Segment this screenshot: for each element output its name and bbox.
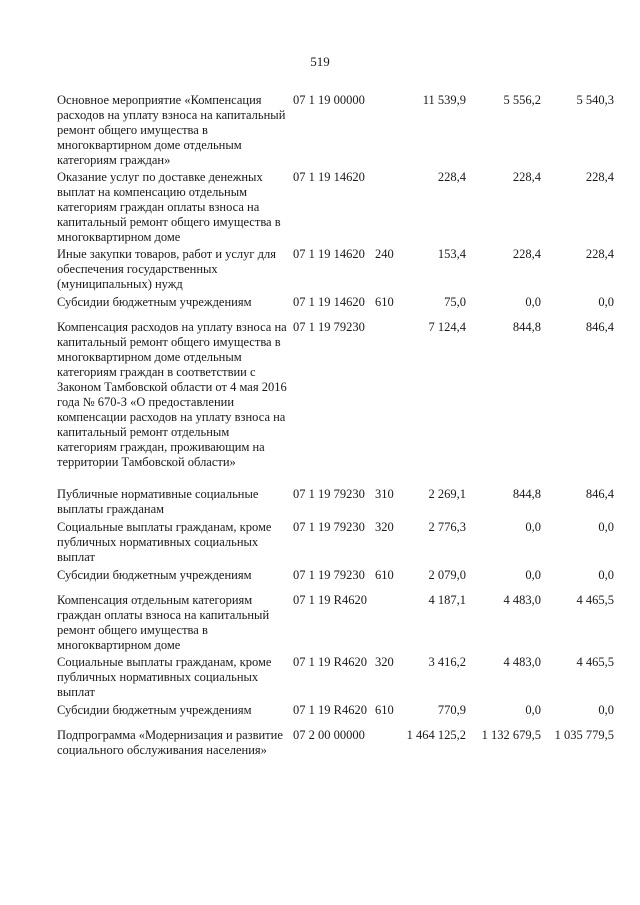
row-code: 07 2 00 00000 [293, 728, 365, 742]
row-vr: 320 [375, 520, 394, 534]
row-value-2: 5 556,2 [503, 93, 541, 107]
row-value-3: 846,4 [585, 320, 614, 334]
row-value-2: 228,4 [512, 247, 541, 261]
row-value-2: 844,8 [512, 487, 541, 501]
row-value-3: 5 540,3 [576, 93, 614, 107]
row-code: 07 1 19 R4620 [293, 655, 367, 669]
row-value-3: 1 035 779,5 [554, 728, 614, 742]
row-value-3: 0,0 [598, 568, 614, 582]
row-value-3: 0,0 [598, 295, 614, 309]
row-name: Подпрограмма «Модернизация и развитие социального обслуживания населения» [57, 728, 283, 757]
row-code: 07 1 19 14620 [293, 170, 365, 184]
row-code: 07 1 19 14620 [293, 247, 365, 261]
row-value-2: 4 483,0 [503, 655, 541, 669]
row-name: Основное мероприятие «Компенсация расходов на уплату взноса на капитальный ремонт общего имущества в многоквартирном доме отдельным категориям граждан» [57, 93, 286, 167]
row-name: Компенсация отдельным категориям граждан оплаты взноса на капитальный ремонт общего имущества в многоквартирном доме [57, 593, 270, 652]
row-value-3: 0,0 [598, 520, 614, 534]
row-value-1: 4 187,1 [428, 593, 466, 607]
row-value-1: 2 079,0 [428, 568, 466, 582]
row-value-3: 4 465,5 [576, 593, 614, 607]
row-value-2: 1 132 679,5 [481, 728, 541, 742]
row-value-2: 0,0 [525, 703, 541, 717]
row-code: 07 1 19 79230 [293, 487, 365, 501]
row-code: 07 1 19 R4620 [293, 703, 367, 717]
row-value-1: 75,0 [444, 295, 466, 309]
row-value-3: 846,4 [585, 487, 614, 501]
page-number: 519 [310, 54, 330, 69]
row-value-1: 11 539,9 [422, 93, 466, 107]
row-value-1: 3 416,2 [428, 655, 466, 669]
row-name: Социальные выплаты гражданам, кроме публичных нормативных социальных выплат [57, 520, 272, 564]
row-vr: 610 [375, 568, 394, 582]
row-value-2: 0,0 [525, 520, 541, 534]
row-value-1: 770,9 [437, 703, 466, 717]
row-vr: 310 [375, 487, 394, 501]
row-name: Публичные нормативные социальные выплаты гражданам [57, 487, 259, 516]
row-value-3: 228,4 [585, 170, 614, 184]
row-vr: 240 [375, 247, 394, 261]
row-value-2: 228,4 [512, 170, 541, 184]
row-value-1: 7 124,4 [428, 320, 466, 334]
row-code: 07 1 19 00000 [293, 93, 365, 107]
row-value-1: 153,4 [437, 247, 466, 261]
row-code: 07 1 19 79230 [293, 320, 365, 334]
row-code: 07 1 19 79230 [293, 568, 365, 582]
row-value-3: 4 465,5 [576, 655, 614, 669]
row-name: Субсидии бюджетным учреждениям [57, 568, 252, 582]
row-value-2: 4 483,0 [503, 593, 541, 607]
row-vr: 320 [375, 655, 394, 669]
row-name: Субсидии бюджетным учреждениям [57, 703, 252, 717]
row-name: Компенсация расходов на уплату взноса на капитальный ремонт общего имущества в многоквартирном доме отдельным категориям граждан в соответствии с Законом Тамбовской области от 4 мая 2016 года № 670-З «О предоставлении компенсации расходов на уплату взноса на капитальный ремонт отдельным категориям граждан, проживающим на территории Тамбовской области» [57, 320, 287, 469]
row-value-3: 228,4 [585, 247, 614, 261]
row-name: Социальные выплаты гражданам, кроме публичных нормативных социальных выплат [57, 655, 272, 699]
row-value-3: 0,0 [598, 703, 614, 717]
row-name: Субсидии бюджетным учреждениям [57, 295, 252, 309]
row-value-1: 2 269,1 [428, 487, 466, 501]
row-name: Иные закупки товаров, работ и услуг для обеспечения государственных (муниципальных) нужд [57, 247, 277, 291]
row-value-2: 0,0 [525, 568, 541, 582]
row-value-1: 2 776,3 [428, 520, 466, 534]
row-code: 07 1 19 79230 [293, 520, 365, 534]
row-value-2: 844,8 [512, 320, 541, 334]
row-vr: 610 [375, 295, 394, 309]
row-vr: 610 [375, 703, 394, 717]
row-code: 07 1 19 R4620 [293, 593, 367, 607]
row-value-1: 228,4 [437, 170, 466, 184]
row-value-1: 1 464 125,2 [406, 728, 466, 742]
row-code: 07 1 19 14620 [293, 295, 365, 309]
row-name: Оказание услуг по доставке денежных выплат на компенсацию отдельным категориям граждан оплаты взноса на капитальный ремонт общего имущества в многоквартирном доме [57, 170, 281, 244]
row-value-2: 0,0 [525, 295, 541, 309]
